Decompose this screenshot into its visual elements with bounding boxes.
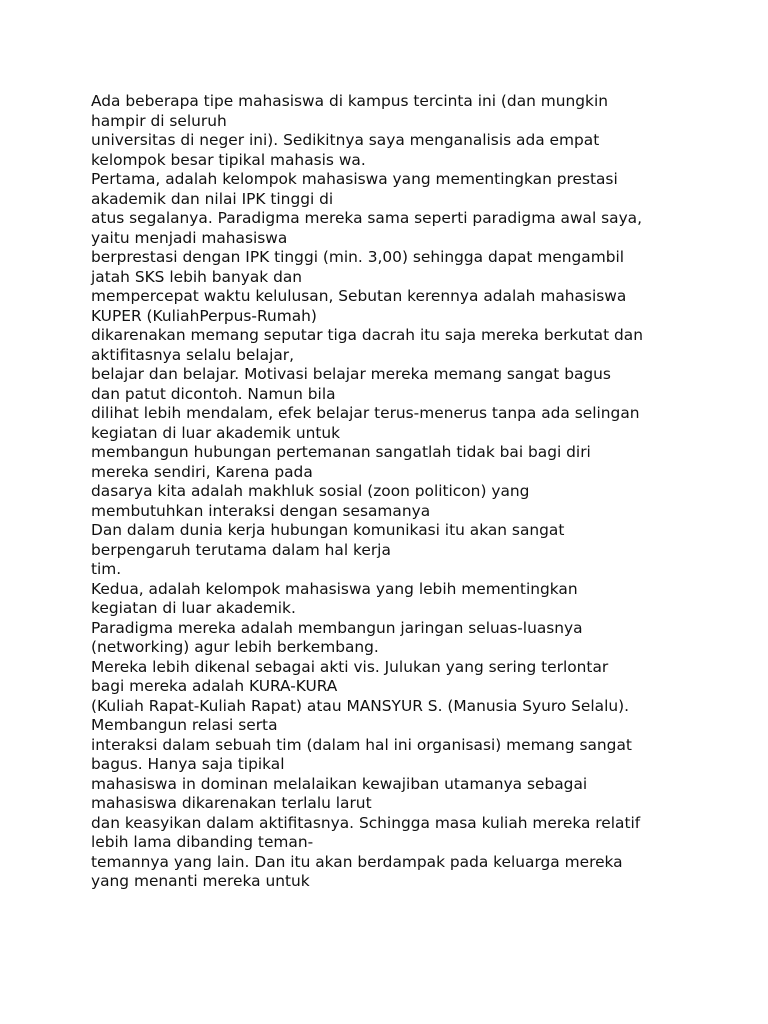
- text-line: membutuhkan interaksi dengan sesamanya: [91, 501, 431, 520]
- text-line: mereka sendiri, Karena pada: [91, 462, 313, 481]
- text-line: (Kuliah Rapat-Kuliah Rapat) atau MANSYUR S. (Manusia Syuro Selalu).: [91, 696, 630, 715]
- text-line: dilihat lebih mendalam, efek belajar terus-menerus tanpa ada selingan: [91, 404, 640, 422]
- text-line: Membangun relasi serta: [91, 716, 278, 734]
- text-line: interaksi dalam sebuah tim (dalam hal ini organisasi) memang sangat: [91, 735, 632, 754]
- text-line: bagi mereka adalah KURA-KURA: [91, 677, 338, 695]
- text-line: bagus. Hanya saja tipikal: [91, 755, 285, 773]
- document-body: [91, 92, 691, 892]
- text-line: kegiatan di luar akademik.: [91, 599, 296, 617]
- text-line: dasarya kita adalah makhluk sosial (zoon politicon) yang: [91, 482, 530, 500]
- text-line: atus segalanya. Paradigma mereka sama seperti paradigma awal saya,: [91, 209, 643, 227]
- text-line: dikarenakan memang seputar tiga dacrah itu saja mereka berkutat dan: [91, 326, 643, 344]
- text-line: mahasiswa in dominan melalaikan kewajiban utamanya sebagai: [91, 774, 588, 793]
- text-line: akademik dan nilai IPK tinggi di: [91, 189, 334, 208]
- text-line: (networking) agur lebih berkembang.: [91, 638, 379, 656]
- text-line: yang menanti mereka untuk: [91, 872, 310, 890]
- text-line: dan keasyikan dalam aktifitasnya. Schingga masa kuliah mereka relatif: [91, 813, 641, 832]
- text-line: mempercepat waktu kelulusan, Sebutan kerennya adalah mahasiswa: [91, 287, 627, 305]
- text-line: yaitu menjadi mahasiswa: [91, 228, 288, 247]
- text-line: kegiatan di luar akademik untuk: [91, 423, 341, 442]
- text-line: belajar dan belajar. Motivasi belajar mereka memang sangat bagus: [91, 365, 611, 383]
- text-line: mahasiswa dikarenakan terlalu larut: [91, 794, 372, 812]
- text-line: KUPER (KuliahPerpus-Rumah): [91, 306, 317, 325]
- text-line: jatah SKS lebih banyak dan: [91, 267, 303, 286]
- text-line: tim.: [91, 560, 122, 578]
- text-line: aktifitasnya selalu belajar,: [91, 345, 295, 364]
- text-line: Pertama, adalah kelompok mahasiswa yang mementingkan prestasi: [91, 170, 618, 188]
- text-line: dan patut dicontoh. Namun bila: [91, 384, 336, 403]
- text-line: universitas di neger ini). Sedikitnya saya menganalisis ada empat: [91, 131, 600, 149]
- text-line: Mereka lebih dikenal sebagai akti vis. Julukan yang sering terlontar: [91, 657, 609, 676]
- text-line: kelompok besar tipikal mahasis wa.: [91, 150, 366, 169]
- text-line: temannya yang lain. Dan itu akan berdampak pada keluarga mereka: [91, 852, 623, 871]
- text-line: berpengaruh terutama dalam hal kerja: [91, 540, 391, 559]
- text-line: hampir di seluruh: [91, 111, 227, 130]
- text-line: Ada beberapa tipe mahasiswa di kampus tercinta ini (dan mungkin: [91, 92, 608, 110]
- text-line: Paradigma mereka adalah membangun jaringan seluas-luasnya: [91, 618, 583, 637]
- text-line: Kedua, adalah kelompok mahasiswa yang lebih mementingkan: [91, 579, 578, 598]
- text-line: Dan dalam dunia kerja hubungan komunikasi itu akan sangat: [91, 521, 565, 539]
- text-line: lebih lama dibanding teman-: [91, 833, 314, 851]
- text-line: berprestasi dengan IPK tinggi (min. 3,00) sehingga dapat mengambil: [91, 248, 625, 266]
- text-line: membangun hubungan pertemanan sangatlah tidak bai bagi diri: [91, 443, 591, 461]
